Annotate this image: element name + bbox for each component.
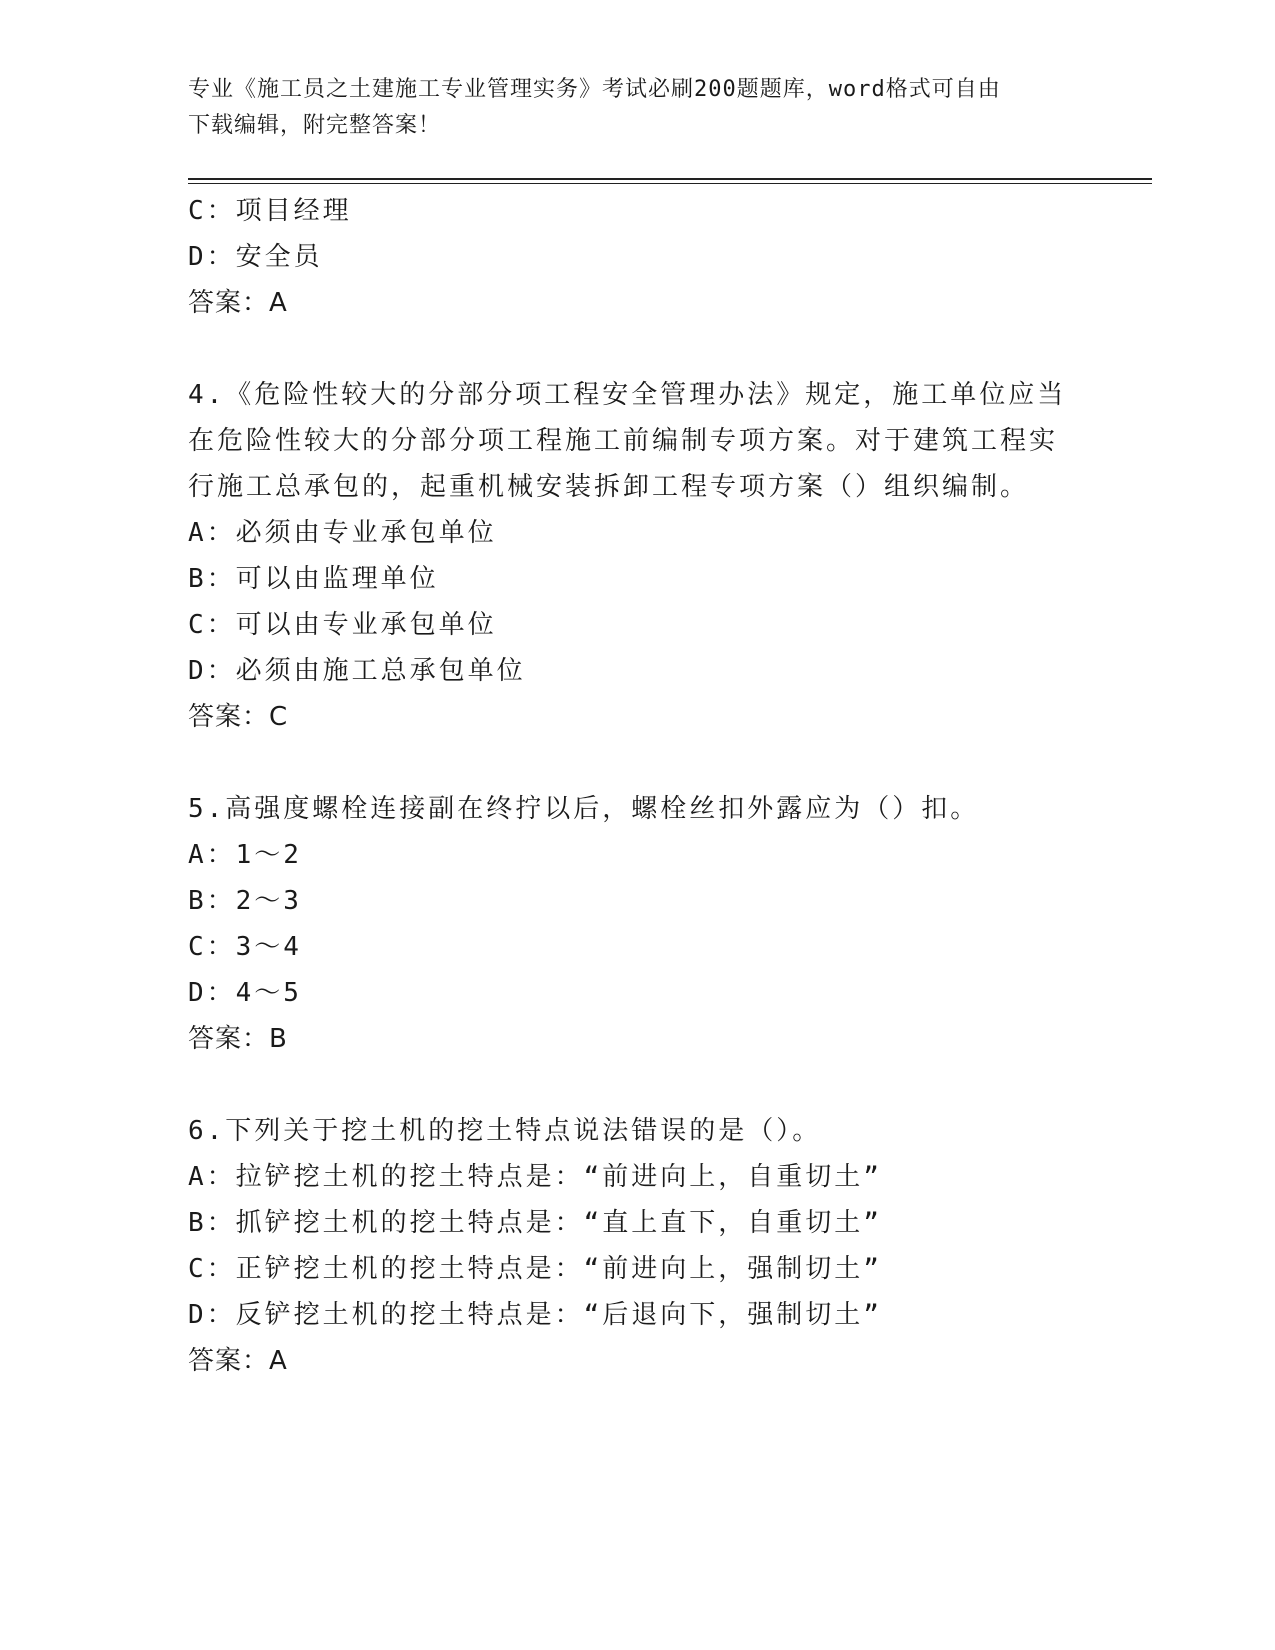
option-b: B：抓铲挖土机的挖土特点是：“直上直下，自重切土” xyxy=(188,1208,882,1238)
stem-line: 行施工总承包的，起重机械安装拆卸工程专项方案（）组织编制。 xyxy=(188,472,1030,502)
option-b: B：2～3 xyxy=(188,886,302,916)
option-c: C：3～4 xyxy=(188,932,302,962)
stem-line: 6.下列关于挖土机的挖土特点说法错误的是（）。 xyxy=(188,1116,822,1146)
header-divider-thin xyxy=(188,183,1152,184)
option-d: D：反铲挖土机的挖土特点是：“后退向下，强制切土” xyxy=(188,1300,882,1330)
answer-line: 答案：B xyxy=(188,1024,288,1054)
option-a: A：1～2 xyxy=(188,840,302,870)
option-d: D：安全员 xyxy=(188,242,323,272)
document-header xyxy=(188,72,1068,144)
stem-line: 在危险性较大的分部分项工程施工前编制专项方案。对于建筑工程实 xyxy=(188,426,1059,456)
option-d: D：必须由施工总承包单位 xyxy=(188,656,526,686)
option-b: B：可以由监理单位 xyxy=(188,564,439,594)
spacer xyxy=(188,326,1088,372)
option-a: A：拉铲挖土机的挖土特点是：“前进向上，自重切土” xyxy=(188,1162,882,1192)
spacer xyxy=(188,740,1088,786)
question-3-tail xyxy=(188,188,1088,326)
spacer xyxy=(188,1062,1088,1108)
option-c: C：可以由专业承包单位 xyxy=(188,610,497,640)
header-line-2: 下载编辑，附完整答案！ xyxy=(188,113,442,138)
answer-line: 答案：A xyxy=(188,288,288,318)
stem-line: 5.高强度螺栓连接副在终拧以后，螺栓丝扣外露应为（）扣。 xyxy=(188,794,980,824)
question-stem xyxy=(188,372,1088,510)
stem-line: 4.《危险性较大的分部分项工程安全管理办法》规定，施工单位应当 xyxy=(188,380,1067,410)
question-stem xyxy=(188,1108,1088,1154)
question-4 xyxy=(188,372,1088,740)
option-a: A：必须由专业承包单位 xyxy=(188,518,497,548)
header-line-1: 专业《施工员之土建施工专业管理实务》考试必刷200题题库，word格式可自由 xyxy=(188,77,1001,102)
question-list xyxy=(188,188,1088,1384)
answer-line: 答案：A xyxy=(188,1346,288,1376)
option-d: D：4～5 xyxy=(188,978,302,1008)
question-6 xyxy=(188,1108,1088,1384)
question-stem xyxy=(188,786,1088,832)
option-c: C：项目经理 xyxy=(188,196,352,226)
header-divider-thick xyxy=(188,178,1152,180)
option-c: C：正铲挖土机的挖土特点是：“前进向上，强制切土” xyxy=(188,1254,882,1284)
question-5 xyxy=(188,786,1088,1062)
answer-line: 答案：C xyxy=(188,702,289,732)
